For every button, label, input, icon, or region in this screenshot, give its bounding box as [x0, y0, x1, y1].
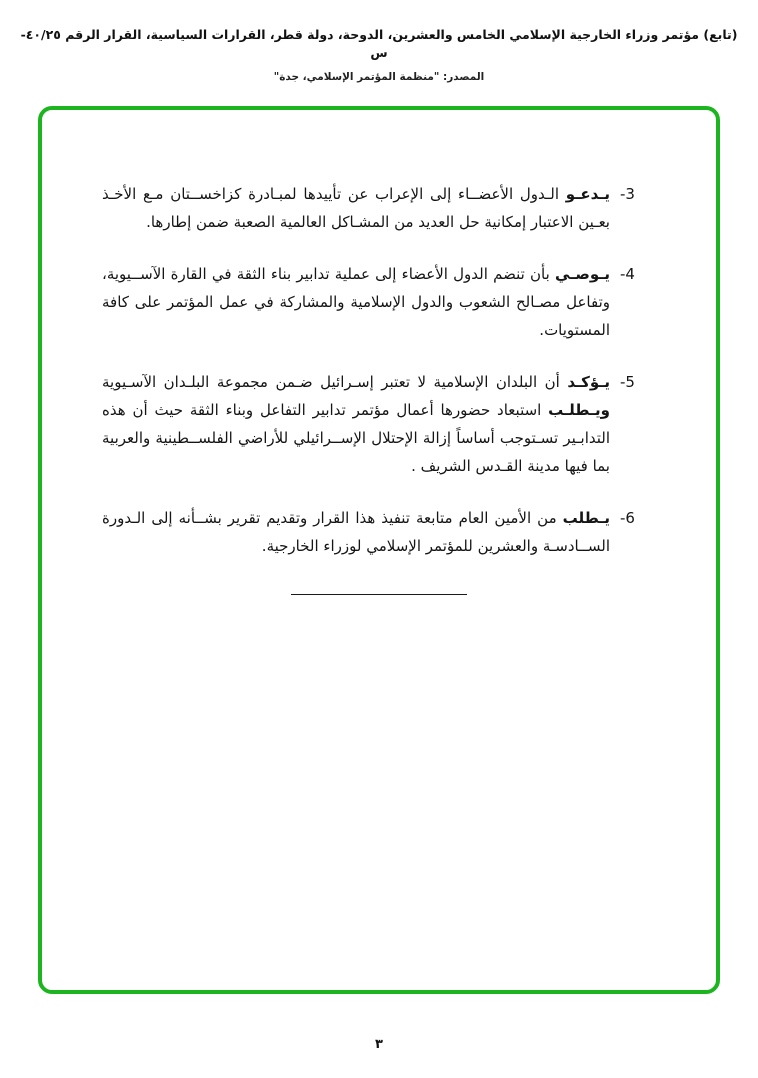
content-border-box	[38, 106, 720, 994]
keyword-text-segment: يـؤكـد	[567, 373, 610, 391]
header-title: (تابع) مؤتمر وزراء الخارجية الإسلامي الخامس والعشرين، الدوحة، دولة قطر، القرارات السياسية، القرار الرقم ٤٠/٢٥-س	[20, 27, 738, 60]
paragraph-text	[102, 368, 610, 480]
resolution-paragraph	[102, 260, 654, 344]
text-segment: استبعاد حضورها أعمال مؤتمر تدابير التفاعل وبناء الثقة حيث أن هذه التدابـير تسـتوجب أساساً إزالة الإحتلال الإســرائيلي للأراضي الفلســطينية والعربية بما فيها مدينة القـدس الشريف .	[102, 401, 610, 475]
paragraph-number: -3	[620, 185, 635, 203]
paragraph-number: -6	[620, 509, 635, 527]
keyword-text-segment: يـطلب	[562, 509, 610, 527]
end-divider	[291, 594, 467, 595]
page-footer	[0, 1037, 758, 1052]
paragraph-text	[102, 260, 610, 344]
keyword-text-segment: ويـطلـب	[548, 401, 610, 419]
text-segment: الـدول الأعضــاء إلى الإعراب عن تأييدها لمبـادرة كزاخســتان مـع الأخـذ بعـين الاعتبار إمكانية حل العديد من المشـاكل العالمية الصعبة ضمن إطارها.	[102, 185, 610, 231]
keyword-text-segment: يـوصـي	[555, 265, 610, 283]
paragraph-text	[102, 180, 610, 236]
resolution-paragraph	[102, 504, 654, 560]
text-segment: من الأمين العام متابعة تنفيذ هذا القرار وتقديم تقرير بشــأنه إلى الـدورة الســادسـة والعشرين للمؤتمر الإسلامي لوزراء الخارجية.	[102, 509, 610, 555]
paragraph-number: -5	[620, 373, 635, 391]
resolution-paragraph	[102, 180, 654, 236]
text-segment: أن البلدان الإسلامية لا تعتبر إسـرائيل ضـمن مجموعة البلـدان الآسـيوية	[102, 373, 568, 391]
text-segment: بأن تنضم الدول الأعضاء إلى عملية تدابير بناء الثقة في القارة الآســيوية، وتفاعل مصـالح الشعوب والدول الإسلامية والمشاركة في عمل المؤتمر على كافة المستويات.	[102, 265, 610, 339]
page-number: ٣	[375, 1037, 383, 1052]
resolution-paragraphs	[42, 110, 716, 560]
header-source: المصدر: "منظمة المؤتمر الإسلامي، جدة"	[273, 71, 485, 83]
keyword-text-segment: يـدعـو	[565, 185, 610, 203]
document-header	[20, 26, 738, 83]
paragraph-text	[102, 504, 610, 560]
paragraph-number: -4	[620, 265, 635, 283]
resolution-paragraph	[102, 368, 654, 480]
